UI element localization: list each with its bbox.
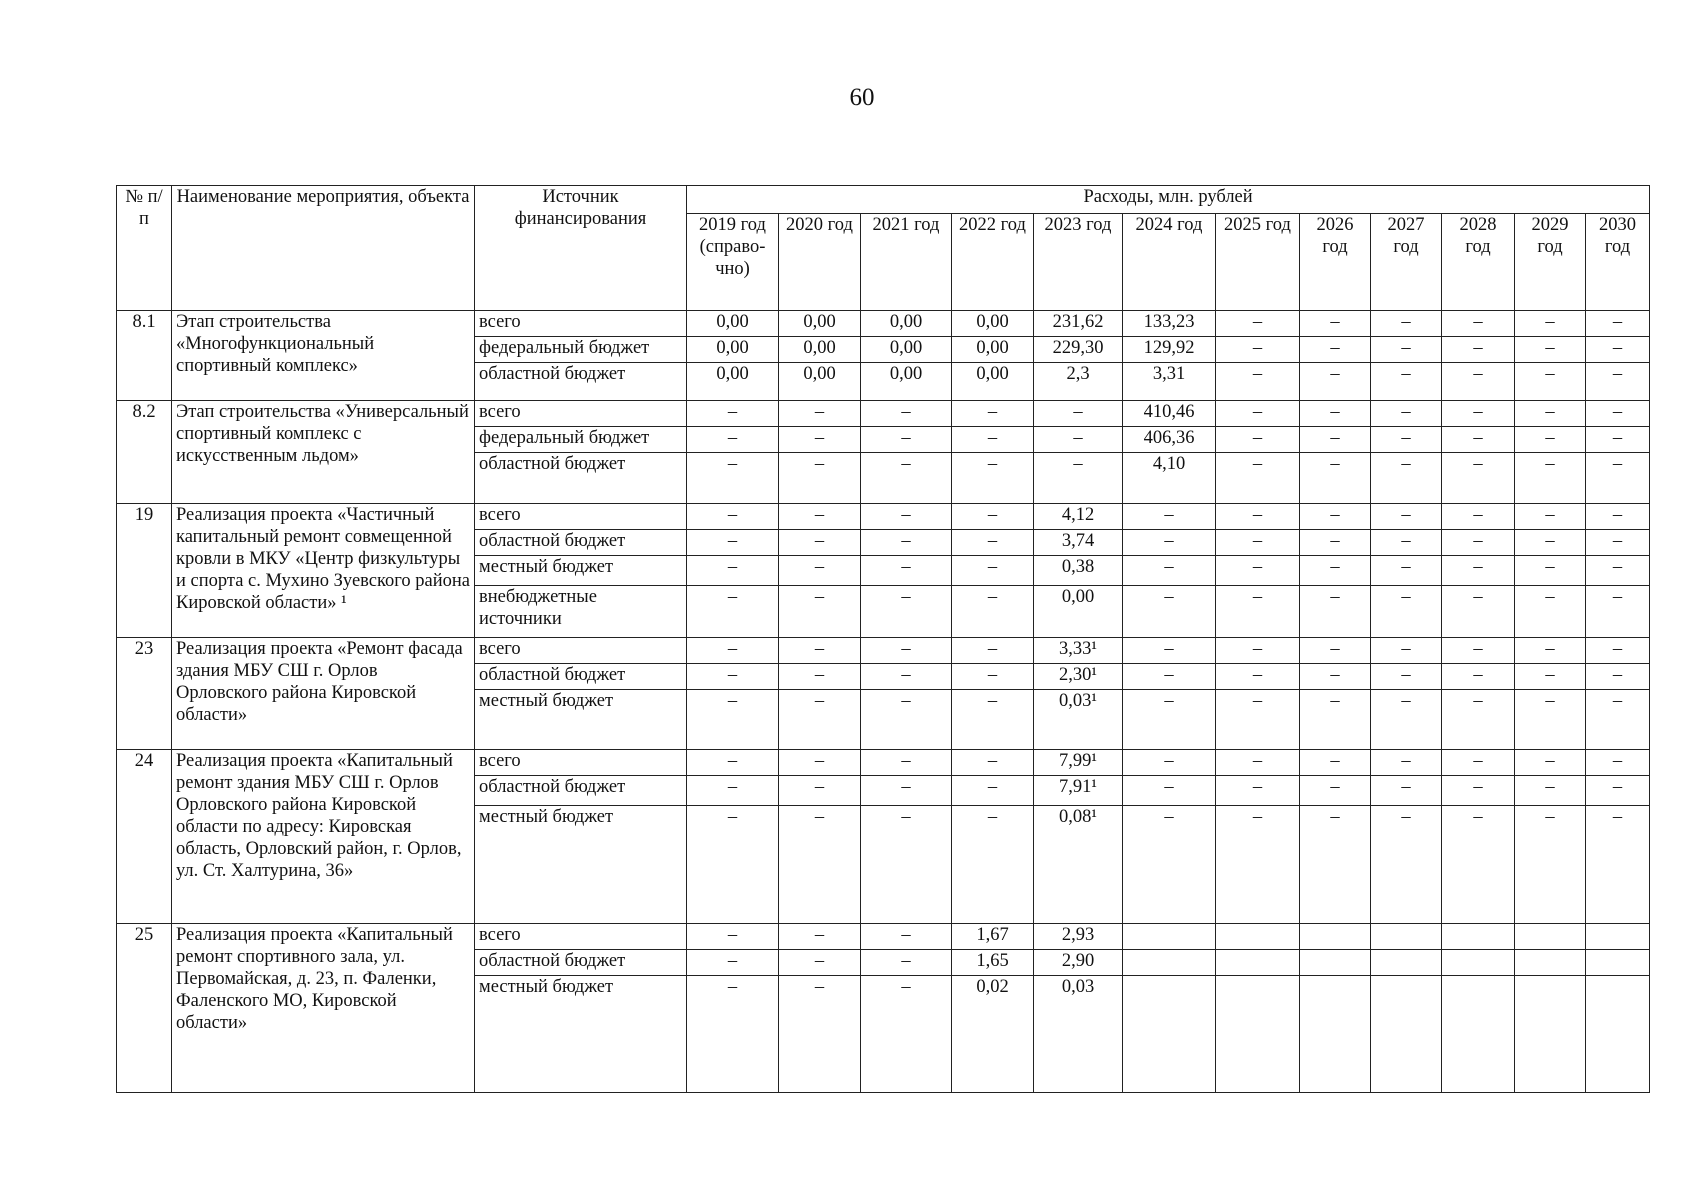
- value-cell: –: [779, 427, 861, 453]
- value-cell: –: [1371, 401, 1442, 427]
- value-cell: –: [1216, 690, 1300, 750]
- value-cell: [1586, 976, 1650, 1093]
- value-cell: –: [779, 950, 861, 976]
- value-cell: –: [1300, 530, 1371, 556]
- row-number: 8.2: [117, 401, 172, 504]
- value-cell: 0,03: [1034, 976, 1123, 1093]
- value-cell: 129,92: [1123, 337, 1216, 363]
- value-cell: –: [1586, 806, 1650, 924]
- funding-source: всего: [475, 750, 687, 776]
- value-cell: 410,46: [1123, 401, 1216, 427]
- expenses-table: [116, 185, 1650, 1093]
- value-cell: –: [779, 586, 861, 638]
- value-cell: –: [1586, 337, 1650, 363]
- value-cell: –: [1123, 664, 1216, 690]
- value-cell: –: [1515, 453, 1586, 504]
- value-cell: –: [1442, 638, 1515, 664]
- value-cell: –: [1442, 337, 1515, 363]
- value-cell: 0,00: [1034, 586, 1123, 638]
- table-row: [117, 924, 1650, 950]
- table-body: [117, 311, 1650, 1093]
- value-cell: –: [861, 530, 952, 556]
- header-source: Источник финансирования: [475, 186, 687, 311]
- table-row: [117, 638, 1650, 664]
- value-cell: 0,02: [952, 976, 1034, 1093]
- value-cell: –: [1300, 806, 1371, 924]
- value-cell: –: [1515, 638, 1586, 664]
- value-cell: –: [779, 638, 861, 664]
- value-cell: 0,00: [952, 363, 1034, 401]
- row-number: 24: [117, 750, 172, 924]
- value-cell: –: [687, 530, 779, 556]
- value-cell: –: [952, 690, 1034, 750]
- value-cell: –: [1371, 556, 1442, 586]
- value-cell: –: [1216, 664, 1300, 690]
- value-cell: 7,91¹: [1034, 776, 1123, 806]
- value-cell: 2,3: [1034, 363, 1123, 401]
- value-cell: –: [1515, 311, 1586, 337]
- page-number: 60: [849, 84, 875, 111]
- value-cell: –: [1515, 806, 1586, 924]
- value-cell: –: [1586, 638, 1650, 664]
- value-cell: –: [687, 750, 779, 776]
- value-cell: [1442, 950, 1515, 976]
- value-cell: –: [1216, 586, 1300, 638]
- value-cell: [1300, 976, 1371, 1093]
- value-cell: –: [1300, 556, 1371, 586]
- value-cell: –: [687, 427, 779, 453]
- value-cell: [1371, 950, 1442, 976]
- value-cell: –: [1300, 664, 1371, 690]
- value-cell: –: [779, 976, 861, 1093]
- value-cell: –: [861, 950, 952, 976]
- value-cell: 0,00: [687, 311, 779, 337]
- value-cell: –: [1442, 556, 1515, 586]
- funding-source: областной бюджет: [475, 776, 687, 806]
- value-cell: –: [687, 504, 779, 530]
- value-cell: –: [1515, 427, 1586, 453]
- value-cell: [1586, 924, 1650, 950]
- funding-source: всего: [475, 504, 687, 530]
- value-cell: –: [1515, 337, 1586, 363]
- value-cell: –: [1442, 311, 1515, 337]
- value-cell: [1123, 976, 1216, 1093]
- value-cell: 0,00: [687, 337, 779, 363]
- project-name: Реализация проекта «Капитальный ремонт здания МБУ СШ г. Орлов Орловского района Кировской области по адресу: Кировская область, Орловский район, г. Орлов, ул. Ст. Халтурина, 36»: [172, 750, 475, 924]
- project-name: Реализация проекта «Капитальный ремонт спортивного зала, ул. Первомайская, д. 23, п. Фаленки, Фаленского МО, Кировской области»: [172, 924, 475, 1093]
- value-cell: –: [687, 806, 779, 924]
- value-cell: –: [1216, 427, 1300, 453]
- year-header-0: 2019 год (справо-чно): [687, 214, 779, 311]
- value-cell: –: [779, 556, 861, 586]
- value-cell: –: [861, 976, 952, 1093]
- value-cell: –: [1586, 504, 1650, 530]
- value-cell: –: [1216, 337, 1300, 363]
- funding-source: внебюджетные источники: [475, 586, 687, 638]
- value-cell: –: [1216, 311, 1300, 337]
- value-cell: –: [687, 638, 779, 664]
- row-number: 19: [117, 504, 172, 638]
- value-cell: –: [861, 453, 952, 504]
- value-cell: –: [687, 664, 779, 690]
- value-cell: –: [1515, 530, 1586, 556]
- value-cell: –: [1123, 638, 1216, 664]
- value-cell: 4,10: [1123, 453, 1216, 504]
- value-cell: [1216, 976, 1300, 1093]
- value-cell: –: [1216, 504, 1300, 530]
- value-cell: –: [1515, 504, 1586, 530]
- value-cell: –: [687, 950, 779, 976]
- value-cell: –: [952, 556, 1034, 586]
- value-cell: –: [1216, 750, 1300, 776]
- value-cell: [1586, 950, 1650, 976]
- value-cell: –: [1586, 690, 1650, 750]
- value-cell: –: [1216, 453, 1300, 504]
- value-cell: –: [1371, 776, 1442, 806]
- value-cell: –: [1442, 690, 1515, 750]
- value-cell: –: [1515, 690, 1586, 750]
- value-cell: [1442, 924, 1515, 950]
- value-cell: –: [861, 504, 952, 530]
- value-cell: –: [1586, 453, 1650, 504]
- row-number: 25: [117, 924, 172, 1093]
- value-cell: –: [1371, 806, 1442, 924]
- value-cell: –: [1123, 556, 1216, 586]
- value-cell: –: [1442, 427, 1515, 453]
- value-cell: –: [1371, 690, 1442, 750]
- value-cell: –: [1300, 401, 1371, 427]
- value-cell: –: [1371, 750, 1442, 776]
- value-cell: 0,03¹: [1034, 690, 1123, 750]
- value-cell: 406,36: [1123, 427, 1216, 453]
- value-cell: –: [1442, 586, 1515, 638]
- header-num: № п/п: [117, 186, 172, 311]
- value-cell: –: [1442, 776, 1515, 806]
- row-number: 23: [117, 638, 172, 750]
- value-cell: –: [1586, 363, 1650, 401]
- value-cell: 0,00: [687, 363, 779, 401]
- value-cell: 4,12: [1034, 504, 1123, 530]
- value-cell: –: [779, 776, 861, 806]
- funding-source: местный бюджет: [475, 806, 687, 924]
- value-cell: –: [861, 664, 952, 690]
- year-header-4: 2023 год: [1034, 214, 1123, 311]
- value-cell: –: [1442, 504, 1515, 530]
- value-cell: –: [1515, 750, 1586, 776]
- value-cell: –: [1300, 776, 1371, 806]
- value-cell: –: [687, 401, 779, 427]
- funding-source: областной бюджет: [475, 530, 687, 556]
- value-cell: 1,67: [952, 924, 1034, 950]
- value-cell: 0,00: [779, 311, 861, 337]
- value-cell: 0,00: [952, 311, 1034, 337]
- value-cell: [1515, 976, 1586, 1093]
- value-cell: –: [1300, 453, 1371, 504]
- value-cell: 3,74: [1034, 530, 1123, 556]
- value-cell: –: [1586, 556, 1650, 586]
- value-cell: –: [861, 556, 952, 586]
- value-cell: –: [861, 427, 952, 453]
- year-header-6: 2025 год: [1216, 214, 1300, 311]
- value-cell: –: [1123, 586, 1216, 638]
- value-cell: –: [1586, 586, 1650, 638]
- funding-source: федеральный бюджет: [475, 337, 687, 363]
- value-cell: [1123, 950, 1216, 976]
- value-cell: –: [952, 427, 1034, 453]
- value-cell: –: [952, 530, 1034, 556]
- funding-source: федеральный бюджет: [475, 427, 687, 453]
- value-cell: 0,08¹: [1034, 806, 1123, 924]
- value-cell: –: [952, 776, 1034, 806]
- value-cell: 0,00: [861, 363, 952, 401]
- value-cell: –: [1300, 427, 1371, 453]
- value-cell: –: [1300, 586, 1371, 638]
- value-cell: –: [1515, 401, 1586, 427]
- value-cell: 0,00: [779, 337, 861, 363]
- value-cell: –: [1300, 311, 1371, 337]
- value-cell: –: [1371, 453, 1442, 504]
- value-cell: –: [1123, 776, 1216, 806]
- value-cell: [1300, 924, 1371, 950]
- value-cell: –: [1216, 638, 1300, 664]
- table-row: [117, 504, 1650, 530]
- value-cell: –: [1515, 586, 1586, 638]
- funding-source: местный бюджет: [475, 556, 687, 586]
- value-cell: –: [1371, 337, 1442, 363]
- value-cell: –: [1586, 776, 1650, 806]
- value-cell: –: [1371, 664, 1442, 690]
- year-header-3: 2022 год: [952, 214, 1034, 311]
- value-cell: –: [1123, 690, 1216, 750]
- value-cell: –: [1442, 401, 1515, 427]
- funding-source: местный бюджет: [475, 976, 687, 1093]
- value-cell: –: [952, 504, 1034, 530]
- value-cell: –: [1586, 664, 1650, 690]
- value-cell: –: [779, 750, 861, 776]
- value-cell: –: [1586, 750, 1650, 776]
- value-cell: [1515, 950, 1586, 976]
- value-cell: 1,65: [952, 950, 1034, 976]
- funding-source: всего: [475, 311, 687, 337]
- value-cell: –: [687, 690, 779, 750]
- funding-source: местный бюджет: [475, 690, 687, 750]
- value-cell: 2,93: [1034, 924, 1123, 950]
- value-cell: –: [1371, 504, 1442, 530]
- value-cell: 231,62: [1034, 311, 1123, 337]
- value-cell: –: [861, 806, 952, 924]
- funding-source: областной бюджет: [475, 453, 687, 504]
- value-cell: –: [1216, 363, 1300, 401]
- header-name: Наименование мероприятия, объекта: [172, 186, 475, 311]
- value-cell: 7,99¹: [1034, 750, 1123, 776]
- value-cell: –: [861, 638, 952, 664]
- value-cell: –: [1442, 363, 1515, 401]
- year-header-8: 2027 год: [1371, 214, 1442, 311]
- value-cell: –: [1442, 453, 1515, 504]
- value-cell: –: [861, 776, 952, 806]
- year-header-7: 2026 год: [1300, 214, 1371, 311]
- value-cell: –: [952, 638, 1034, 664]
- value-cell: [1442, 976, 1515, 1093]
- value-cell: –: [1371, 427, 1442, 453]
- project-name: Реализация проекта «Ремонт фасада здания МБУ СШ г. Орлов Орловского района Кировской области»: [172, 638, 475, 750]
- value-cell: –: [1216, 776, 1300, 806]
- value-cell: –: [1300, 337, 1371, 363]
- value-cell: –: [1515, 776, 1586, 806]
- value-cell: –: [1586, 311, 1650, 337]
- value-cell: 0,38: [1034, 556, 1123, 586]
- value-cell: [1216, 950, 1300, 976]
- funding-source: областной бюджет: [475, 664, 687, 690]
- value-cell: –: [779, 401, 861, 427]
- value-cell: [1300, 950, 1371, 976]
- table-row: [117, 750, 1650, 776]
- value-cell: –: [1586, 401, 1650, 427]
- value-cell: –: [1586, 427, 1650, 453]
- value-cell: –: [952, 750, 1034, 776]
- value-cell: –: [1442, 664, 1515, 690]
- year-header-10: 2029 год: [1515, 214, 1586, 311]
- year-header-2: 2021 год: [861, 214, 952, 311]
- value-cell: –: [1123, 504, 1216, 530]
- header-expenses: Расходы, млн. рублей: [687, 186, 1650, 214]
- value-cell: –: [687, 556, 779, 586]
- table-row: [117, 401, 1650, 427]
- value-cell: –: [861, 401, 952, 427]
- value-cell: –: [1515, 363, 1586, 401]
- value-cell: –: [1515, 664, 1586, 690]
- value-cell: –: [687, 586, 779, 638]
- value-cell: –: [1216, 556, 1300, 586]
- value-cell: –: [687, 453, 779, 504]
- year-header-11: 2030 год: [1586, 214, 1650, 311]
- value-cell: –: [952, 586, 1034, 638]
- value-cell: –: [1442, 750, 1515, 776]
- value-cell: –: [1123, 806, 1216, 924]
- value-cell: 2,90: [1034, 950, 1123, 976]
- funding-source: всего: [475, 401, 687, 427]
- value-cell: –: [861, 924, 952, 950]
- value-cell: –: [1442, 806, 1515, 924]
- value-cell: –: [1123, 530, 1216, 556]
- value-cell: –: [1442, 530, 1515, 556]
- value-cell: –: [1300, 363, 1371, 401]
- year-header-9: 2028 год: [1442, 214, 1515, 311]
- value-cell: –: [952, 401, 1034, 427]
- value-cell: [1123, 924, 1216, 950]
- value-cell: –: [779, 453, 861, 504]
- value-cell: 0,00: [861, 311, 952, 337]
- value-cell: –: [952, 664, 1034, 690]
- year-header-5: 2024 год: [1123, 214, 1216, 311]
- value-cell: –: [779, 806, 861, 924]
- value-cell: 0,00: [861, 337, 952, 363]
- value-cell: –: [861, 586, 952, 638]
- value-cell: –: [687, 976, 779, 1093]
- value-cell: 2,30¹: [1034, 664, 1123, 690]
- value-cell: –: [687, 924, 779, 950]
- value-cell: –: [779, 664, 861, 690]
- value-cell: –: [952, 453, 1034, 504]
- value-cell: [1371, 924, 1442, 950]
- value-cell: –: [1123, 750, 1216, 776]
- value-cell: 3,33¹: [1034, 638, 1123, 664]
- value-cell: –: [1371, 586, 1442, 638]
- table-row: [117, 311, 1650, 337]
- value-cell: –: [1515, 556, 1586, 586]
- value-cell: –: [1034, 401, 1123, 427]
- value-cell: –: [1371, 311, 1442, 337]
- value-cell: –: [861, 750, 952, 776]
- value-cell: –: [1300, 690, 1371, 750]
- funding-source: всего: [475, 924, 687, 950]
- value-cell: –: [779, 924, 861, 950]
- funding-source: областной бюджет: [475, 950, 687, 976]
- value-cell: –: [1034, 453, 1123, 504]
- project-name: Этап строительства «Универсальный спортивный комплекс с искусственным льдом»: [172, 401, 475, 504]
- value-cell: –: [1300, 638, 1371, 664]
- value-cell: 3,31: [1123, 363, 1216, 401]
- value-cell: [1371, 976, 1442, 1093]
- value-cell: –: [1216, 530, 1300, 556]
- table-header: [117, 186, 1650, 311]
- value-cell: –: [1216, 806, 1300, 924]
- value-cell: –: [1586, 530, 1650, 556]
- value-cell: –: [1371, 530, 1442, 556]
- value-cell: –: [1300, 750, 1371, 776]
- value-cell: –: [687, 776, 779, 806]
- value-cell: –: [1371, 363, 1442, 401]
- project-name: Реализация проекта «Частичный капитальный ремонт совмещенной кровли в МКУ «Центр физкультуры и спорта с. Мухино Зуевского района Кировской области» ¹: [172, 504, 475, 638]
- value-cell: –: [1034, 427, 1123, 453]
- value-cell: –: [1300, 504, 1371, 530]
- funding-source: областной бюджет: [475, 363, 687, 401]
- year-header-1: 2020 год: [779, 214, 861, 311]
- value-cell: 0,00: [952, 337, 1034, 363]
- project-name: Этап строительства «Многофункциональный спортивный комплекс»: [172, 311, 475, 401]
- value-cell: 133,23: [1123, 311, 1216, 337]
- funding-source: всего: [475, 638, 687, 664]
- value-cell: –: [779, 530, 861, 556]
- value-cell: –: [779, 690, 861, 750]
- value-cell: [1515, 924, 1586, 950]
- value-cell: –: [1371, 638, 1442, 664]
- value-cell: 0,00: [779, 363, 861, 401]
- value-cell: –: [1216, 401, 1300, 427]
- value-cell: [1216, 924, 1300, 950]
- row-number: 8.1: [117, 311, 172, 401]
- value-cell: 229,30: [1034, 337, 1123, 363]
- value-cell: –: [779, 504, 861, 530]
- value-cell: –: [861, 690, 952, 750]
- value-cell: –: [952, 806, 1034, 924]
